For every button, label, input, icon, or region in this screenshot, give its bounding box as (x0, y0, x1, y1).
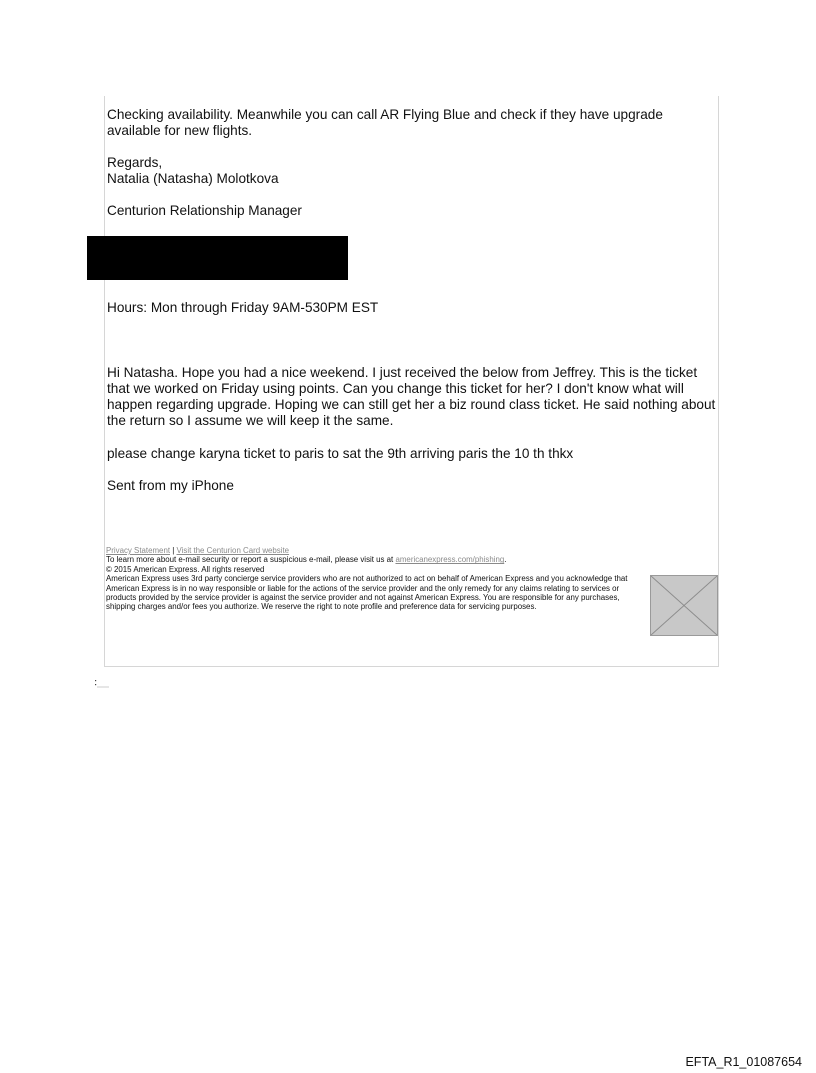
security-notice: To learn more about e-mail security or report a suspicious e-mail, please visit us at americanexpress.com/phishing. (106, 555, 507, 565)
email-footer (106, 546, 651, 612)
footer-link-separator: | (172, 546, 175, 555)
bates-number: EFTA_R1_01087654 (685, 1055, 802, 1069)
reply-line-2: available for new flights. (107, 123, 253, 138)
redaction-block (87, 236, 348, 280)
signer-name: Natalia (Natasha) Molotkova (107, 171, 279, 186)
office-hours: Hours: Mon through Friday 9AM-530PM EST (107, 300, 379, 315)
security-notice-text: To learn more about e-mail security or report a suspicious e-mail, please visit us at (106, 555, 394, 565)
phishing-link[interactable]: americanexpress.com/phishing (395, 555, 505, 565)
original-message: Hi Natasha. Hope you had a nice weekend. I just received the below from Jeffrey. This is the ticket that we worked on Friday using points. Can you change this ticket for her? I don't know what will happen regarding upgrade. Hoping we can still get her a biz round class ticket. He said nothing about the return so I assume we will keep it the same. (107, 365, 716, 428)
sent-from-signature: Sent from my iPhone (107, 478, 234, 493)
regards-text: Regards, (107, 155, 163, 170)
copyright-notice: © 2015 American Express. All rights reserved (106, 564, 265, 574)
small-artifact-icon (95, 680, 109, 688)
footer-links-row (106, 546, 651, 555)
forwarded-request: please change karyna ticket to paris to sat the 9th arriving paris the 10 th thkx (107, 446, 574, 461)
centurion-website-link[interactable]: Visit the Centurion Card website (176, 546, 290, 555)
broken-image-placeholder-icon (650, 575, 718, 636)
privacy-statement-link[interactable]: Privacy Statement (106, 546, 171, 555)
concierge-disclaimer: American Express uses 3rd party concierge service providers who are not authorized to act on behalf of American Express and you acknowledge that American Express is in no way responsible or liable for the actions of the service provider and the only remedy for any claims relating to services or products provided by the service provider is against the service provider and not against American Express. You are responsible for any purchases, shipping charges and/or fees you authorize. We reserve the right to note profile and preference data for servicing purposes. (106, 574, 628, 612)
signer-title: Centurion Relationship Manager (107, 203, 302, 218)
image-cross-icon (651, 576, 717, 635)
reply-line-1: Checking availability. Meanwhile you can call AR Flying Blue and check if they have upgrade (107, 107, 663, 122)
